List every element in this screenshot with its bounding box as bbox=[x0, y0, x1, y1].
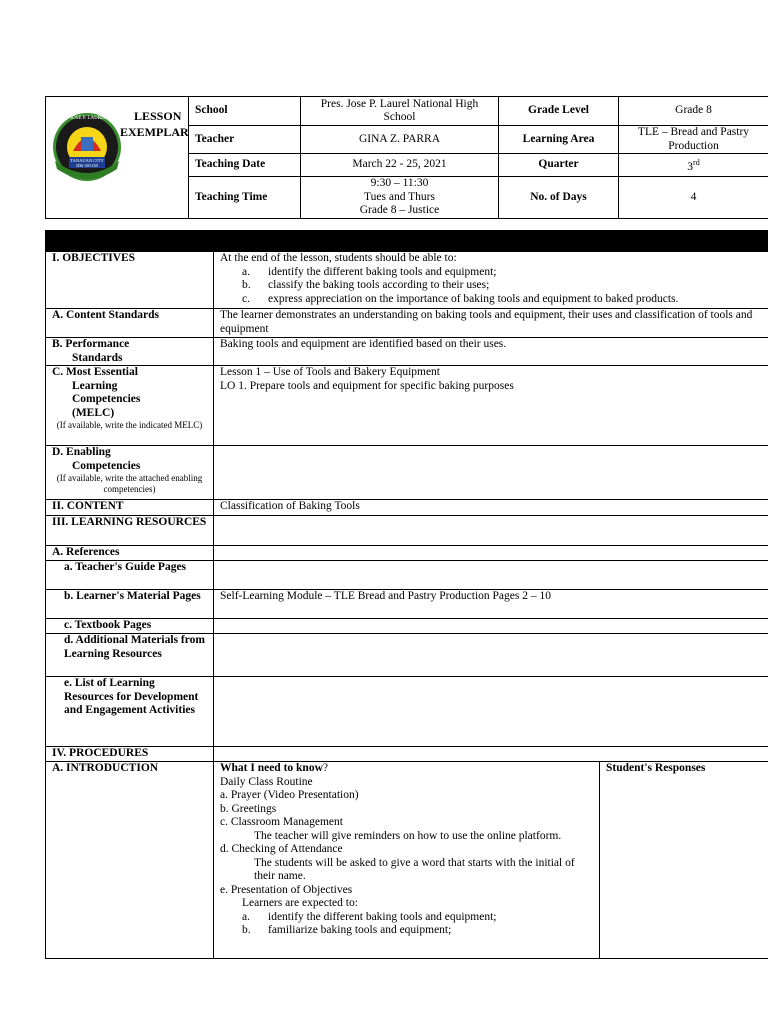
objectives-intro: At the end of the lesson, students should be able to: bbox=[220, 252, 457, 264]
teaching-time-label: Teaching Time bbox=[189, 176, 301, 218]
presentation-mark: a. bbox=[242, 910, 250, 923]
logo-text-top: PRES. JOSE P. LAUREL NHS bbox=[55, 116, 119, 121]
teachers-guide-label: a. Teacher's Guide Pages bbox=[46, 561, 214, 590]
objective-mark: c. bbox=[242, 292, 250, 305]
objective-item bbox=[220, 293, 762, 307]
introduction-label: A. INTRODUCTION bbox=[46, 762, 214, 959]
no-of-days-label: No. of Days bbox=[499, 176, 619, 218]
lesson-word: LESSON bbox=[134, 109, 182, 123]
teacher-label: Teacher bbox=[189, 126, 301, 154]
logo-text-id: ID# 301138 bbox=[76, 163, 98, 168]
content-value: Classification of Baking Tools bbox=[214, 500, 768, 516]
heading-mark: ? bbox=[322, 762, 328, 774]
presentation-text: identify the different baking tools and equipment; bbox=[268, 910, 497, 923]
enabling-competencies-value bbox=[214, 446, 768, 500]
grade-level-value: Grade 8 bbox=[619, 97, 768, 126]
learning-area-value: TLE – Bread and Pastry Production bbox=[619, 126, 768, 154]
no-of-days-value: 4 bbox=[619, 176, 768, 218]
quarter-suffix: rd bbox=[693, 157, 700, 167]
content-label: II. CONTENT bbox=[46, 500, 214, 516]
what-i-need-to-know-heading bbox=[220, 762, 593, 776]
list-of-resources-value bbox=[214, 677, 768, 747]
daily-class-routine: Daily Class Routine bbox=[220, 775, 313, 788]
additional-materials-value bbox=[214, 634, 768, 677]
list-of-resources-label: e. List of Learning Resources for Development and Engagement Activities bbox=[46, 677, 214, 747]
exemplar-word: EXEMPLAR bbox=[120, 125, 189, 139]
attendance-item: d. Checking of Attendance bbox=[220, 843, 343, 855]
presentation-text: familiarize baking tools and equipment; bbox=[268, 924, 452, 936]
enabling-label-line2: Competencies bbox=[72, 459, 141, 472]
performance-label-line1: B. Performance bbox=[52, 338, 130, 350]
melc-label bbox=[46, 366, 214, 446]
performance-label-line2: Standards bbox=[72, 351, 123, 364]
presentation-detail: Learners are expected to: bbox=[242, 897, 358, 909]
teaching-time-days: Tues and Thurs bbox=[364, 190, 435, 203]
presentation-objectives-item: e. Presentation of Objectives bbox=[220, 883, 353, 896]
school-seal-logo bbox=[51, 111, 123, 183]
objectives-content bbox=[214, 252, 768, 309]
greetings-item: b. Greetings bbox=[220, 802, 277, 815]
presentation-mark: b. bbox=[242, 924, 251, 936]
melc-note: (If available, write the indicated MELC) bbox=[56, 420, 203, 430]
melc-label-line: C. Most Essential bbox=[52, 366, 138, 378]
attendance-detail: The students will be asked to give a word that starts with the initial of their name. bbox=[254, 856, 575, 882]
content-standards-label: A. Content Standards bbox=[46, 309, 214, 338]
references-value bbox=[214, 546, 768, 561]
teacher-value: GINA Z. PARRA bbox=[301, 126, 499, 154]
teaching-time-hours: 9:30 – 11:30 bbox=[370, 177, 429, 190]
melc-value bbox=[214, 366, 768, 446]
school-value: Pres. Jose P. Laurel National High School bbox=[301, 97, 499, 126]
performance-standards-label bbox=[46, 338, 214, 366]
objective-mark: b. bbox=[242, 279, 251, 291]
classroom-management-detail: The teacher will give reminders on how to use the online platform. bbox=[254, 829, 562, 842]
enabling-note: (If available, write the attached enabling competencies) bbox=[56, 473, 203, 494]
melc-lo: LO 1. Prepare tools and equipment for specific baking purposes bbox=[220, 379, 514, 392]
header-table bbox=[45, 96, 768, 219]
enabling-competencies-label bbox=[46, 446, 214, 500]
objectives-label: I. OBJECTIVES bbox=[46, 252, 214, 309]
prayer-item: a. Prayer (Video Presentation) bbox=[220, 789, 359, 801]
additional-materials-label: d. Additional Materials from Learning Resources bbox=[46, 634, 214, 677]
classroom-management-item: c. Classroom Management bbox=[220, 816, 343, 828]
introduction-content bbox=[214, 762, 600, 959]
logo-cell bbox=[46, 97, 189, 219]
presentation-objective bbox=[220, 924, 593, 938]
learning-resources-value bbox=[214, 516, 768, 546]
melc-label-line: (MELC) bbox=[72, 406, 115, 419]
enabling-label-line1: D. Enabling bbox=[52, 446, 111, 458]
teaching-date-label: Teaching Date bbox=[189, 154, 301, 176]
melc-lesson: Lesson 1 – Use of Tools and Bakery Equipment bbox=[220, 366, 441, 378]
objective-item bbox=[220, 279, 762, 293]
melc-label-line: Competencies bbox=[72, 393, 141, 405]
objective-text: identify the different baking tools and equipment; bbox=[268, 265, 497, 278]
teaching-time-section: Grade 8 – Justice bbox=[359, 204, 440, 217]
presentation-objective bbox=[220, 911, 593, 925]
objective-mark: a. bbox=[242, 265, 250, 278]
procedures-label: IV. PROCEDURES bbox=[46, 747, 214, 762]
learners-material-label: b. Learner's Material Pages bbox=[46, 590, 214, 619]
textbook-pages-label: c. Textbook Pages bbox=[46, 619, 214, 634]
logo-text-city: TANAUAN CITY bbox=[70, 158, 104, 163]
references-label: A. References bbox=[46, 546, 214, 561]
objective-text: express appreciation on the importance of baking tools and equipment to baked products. bbox=[268, 292, 679, 305]
content-standards-value: The learner demonstrates an understanding on baking tools and equipment, their uses and classification of tools and equipment bbox=[214, 309, 768, 338]
heading-text: What I need to know bbox=[220, 762, 323, 774]
melc-label-line: Learning bbox=[72, 379, 118, 392]
learners-material-value: Self-Learning Module – TLE Bread and Pastry Production Pages 2 – 10 bbox=[214, 590, 768, 619]
teachers-guide-value bbox=[214, 561, 768, 590]
objective-text: classify the baking tools according to their uses; bbox=[268, 279, 490, 291]
quarter-label: Quarter bbox=[499, 154, 619, 176]
teaching-date-value: March 22 - 25, 2021 bbox=[301, 154, 499, 176]
textbook-pages-value bbox=[214, 619, 768, 634]
procedures-value bbox=[214, 747, 768, 762]
teaching-time-value bbox=[301, 176, 499, 218]
performance-standards-value: Baking tools and equipment are identified based on their uses. bbox=[214, 338, 768, 366]
quarter-number: 3 bbox=[687, 160, 694, 173]
section-divider-bar bbox=[45, 230, 768, 252]
quarter-value bbox=[619, 154, 768, 176]
grade-level-label: Grade Level bbox=[499, 97, 619, 126]
learning-resources-label: III. LEARNING RESOURCES bbox=[46, 516, 214, 546]
lesson-plan-table bbox=[45, 251, 768, 959]
objective-item bbox=[220, 266, 762, 280]
school-label: School bbox=[189, 97, 301, 126]
students-responses-column: Student's Responses bbox=[600, 762, 768, 959]
learning-area-label: Learning Area bbox=[499, 126, 619, 154]
